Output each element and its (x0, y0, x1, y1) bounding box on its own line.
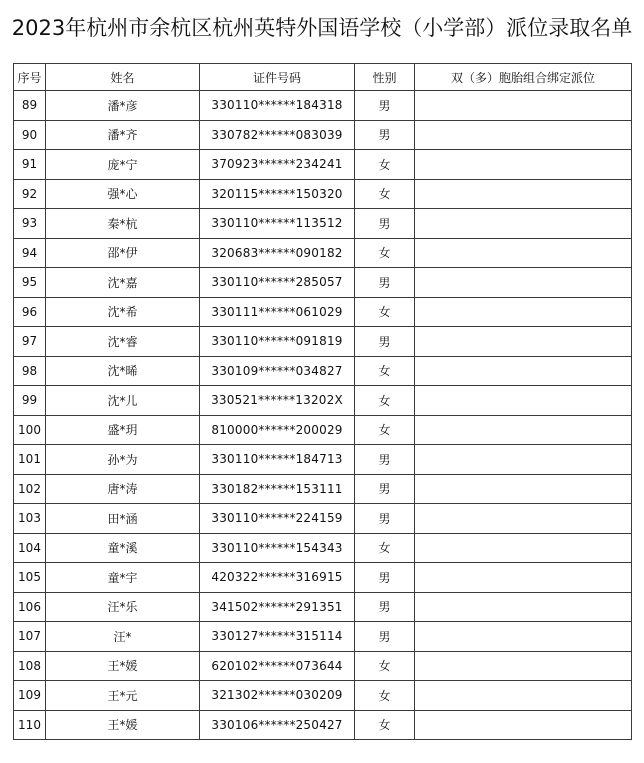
row-twin-cell (415, 327, 632, 357)
row-name-cell: 王*媛 (46, 710, 200, 740)
row-id-cell: 330111******061029 (200, 297, 355, 327)
row-gender-cell: 女 (355, 415, 415, 445)
row-name-cell: 孙*为 (46, 445, 200, 475)
row-id-cell: 330110******091819 (200, 327, 355, 357)
row-name-cell: 童*溪 (46, 533, 200, 563)
row-name-cell: 沈*睿 (46, 327, 200, 357)
row-id-cell: 321302******030209 (200, 681, 355, 711)
row-id-cell: 330782******083039 (200, 120, 355, 150)
table-row (14, 445, 632, 475)
row-no-cell: 110 (14, 710, 46, 740)
row-gender-cell: 女 (355, 356, 415, 386)
row-gender-cell: 女 (355, 710, 415, 740)
row-id-cell: 330110******184713 (200, 445, 355, 475)
row-gender-cell: 女 (355, 386, 415, 416)
row-gender-cell: 女 (355, 297, 415, 327)
row-no-cell: 104 (14, 533, 46, 563)
row-gender-cell: 女 (355, 150, 415, 180)
row-gender-cell: 女 (355, 179, 415, 209)
row-gender-cell: 男 (355, 445, 415, 475)
row-id-cell: 330110******285057 (200, 268, 355, 298)
table-row (14, 474, 632, 504)
row-gender-cell: 男 (355, 563, 415, 593)
table-row (14, 622, 632, 652)
row-id-cell: 620102******073644 (200, 651, 355, 681)
row-gender-cell: 男 (355, 622, 415, 652)
row-id-cell: 420322******316915 (200, 563, 355, 593)
row-no-cell: 107 (14, 622, 46, 652)
row-no-cell: 95 (14, 268, 46, 298)
row-no-cell: 101 (14, 445, 46, 475)
row-twin-cell (415, 91, 632, 121)
row-gender-cell: 女 (355, 681, 415, 711)
table-row (14, 268, 632, 298)
header-gender: 性别 (355, 64, 415, 91)
row-gender-cell: 男 (355, 120, 415, 150)
row-no-cell: 93 (14, 209, 46, 239)
row-twin-cell (415, 297, 632, 327)
row-gender-cell: 男 (355, 327, 415, 357)
row-name-cell: 潘*齐 (46, 120, 200, 150)
row-twin-cell (415, 150, 632, 180)
row-twin-cell (415, 592, 632, 622)
row-no-cell: 106 (14, 592, 46, 622)
table-row (14, 150, 632, 180)
table-row (14, 91, 632, 121)
table-row (14, 209, 632, 239)
row-name-cell: 潘*彦 (46, 91, 200, 121)
table-row (14, 179, 632, 209)
table-row (14, 120, 632, 150)
row-no-cell: 99 (14, 386, 46, 416)
row-name-cell: 田*涵 (46, 504, 200, 534)
row-no-cell: 98 (14, 356, 46, 386)
row-gender-cell: 男 (355, 504, 415, 534)
row-id-cell: 810000******200029 (200, 415, 355, 445)
row-id-cell: 330110******113512 (200, 209, 355, 239)
row-twin-cell (415, 386, 632, 416)
row-twin-cell (415, 563, 632, 593)
row-twin-cell (415, 504, 632, 534)
row-id-cell: 330110******224159 (200, 504, 355, 534)
row-twin-cell (415, 533, 632, 563)
row-no-cell: 91 (14, 150, 46, 180)
row-twin-cell (415, 445, 632, 475)
row-twin-cell (415, 268, 632, 298)
table-row (14, 386, 632, 416)
row-id-cell: 330110******184318 (200, 91, 355, 121)
table-row (14, 592, 632, 622)
row-no-cell: 105 (14, 563, 46, 593)
table-row (14, 651, 632, 681)
table-row (14, 356, 632, 386)
row-no-cell: 90 (14, 120, 46, 150)
row-gender-cell: 女 (355, 238, 415, 268)
row-no-cell: 108 (14, 651, 46, 681)
table-row (14, 327, 632, 357)
table-row (14, 710, 632, 740)
row-id-cell: 330127******315114 (200, 622, 355, 652)
row-gender-cell: 女 (355, 533, 415, 563)
row-id-cell: 330109******034827 (200, 356, 355, 386)
row-twin-cell (415, 120, 632, 150)
row-id-cell: 320683******090182 (200, 238, 355, 268)
table-row (14, 504, 632, 534)
row-twin-cell (415, 209, 632, 239)
row-no-cell: 96 (14, 297, 46, 327)
row-gender-cell: 男 (355, 592, 415, 622)
row-twin-cell (415, 415, 632, 445)
row-twin-cell (415, 356, 632, 386)
row-name-cell: 沈*晞 (46, 356, 200, 386)
row-name-cell: 沈*儿 (46, 386, 200, 416)
table-row (14, 563, 632, 593)
row-id-cell: 330110******154343 (200, 533, 355, 563)
row-name-cell: 邵*伊 (46, 238, 200, 268)
row-no-cell: 97 (14, 327, 46, 357)
row-gender-cell: 男 (355, 91, 415, 121)
page-title: 2023年杭州市余杭区杭州英特外国语学校（小学部）派位录取名单 (11, 16, 633, 40)
row-no-cell: 92 (14, 179, 46, 209)
row-name-cell: 汪* (46, 622, 200, 652)
row-twin-cell (415, 474, 632, 504)
row-id-cell: 330106******250427 (200, 710, 355, 740)
row-no-cell: 89 (14, 91, 46, 121)
row-gender-cell: 男 (355, 209, 415, 239)
row-name-cell: 王*元 (46, 681, 200, 711)
table-body (14, 91, 632, 740)
row-twin-cell (415, 710, 632, 740)
table-row (14, 238, 632, 268)
row-name-cell: 强*心 (46, 179, 200, 209)
table-row (14, 533, 632, 563)
row-id-cell: 330521******13202X (200, 386, 355, 416)
row-id-cell: 341502******291351 (200, 592, 355, 622)
row-name-cell: 唐*涛 (46, 474, 200, 504)
row-name-cell: 沈*嘉 (46, 268, 200, 298)
row-no-cell: 103 (14, 504, 46, 534)
table-row (14, 297, 632, 327)
row-no-cell: 102 (14, 474, 46, 504)
table-row (14, 681, 632, 711)
row-name-cell: 庞*宁 (46, 150, 200, 180)
table-header-row (14, 64, 632, 91)
row-twin-cell (415, 179, 632, 209)
header-twin: 双（多）胞胎组合绑定派位 (415, 64, 632, 91)
row-id-cell: 370923******234241 (200, 150, 355, 180)
row-name-cell: 秦*杭 (46, 209, 200, 239)
row-no-cell: 109 (14, 681, 46, 711)
row-id-cell: 330182******153111 (200, 474, 355, 504)
row-name-cell: 盛*玥 (46, 415, 200, 445)
row-twin-cell (415, 651, 632, 681)
admission-table (13, 63, 632, 740)
header-name: 姓名 (46, 64, 200, 91)
row-id-cell: 320115******150320 (200, 179, 355, 209)
row-name-cell: 沈*希 (46, 297, 200, 327)
row-twin-cell (415, 681, 632, 711)
header-no: 序号 (14, 64, 46, 91)
row-name-cell: 王*媛 (46, 651, 200, 681)
header-id: 证件号码 (200, 64, 355, 91)
row-name-cell: 汪*乐 (46, 592, 200, 622)
row-gender-cell: 男 (355, 474, 415, 504)
row-gender-cell: 男 (355, 268, 415, 298)
row-no-cell: 100 (14, 415, 46, 445)
table-row (14, 415, 632, 445)
row-twin-cell (415, 238, 632, 268)
row-twin-cell (415, 622, 632, 652)
row-gender-cell: 女 (355, 651, 415, 681)
row-no-cell: 94 (14, 238, 46, 268)
row-name-cell: 童*宇 (46, 563, 200, 593)
